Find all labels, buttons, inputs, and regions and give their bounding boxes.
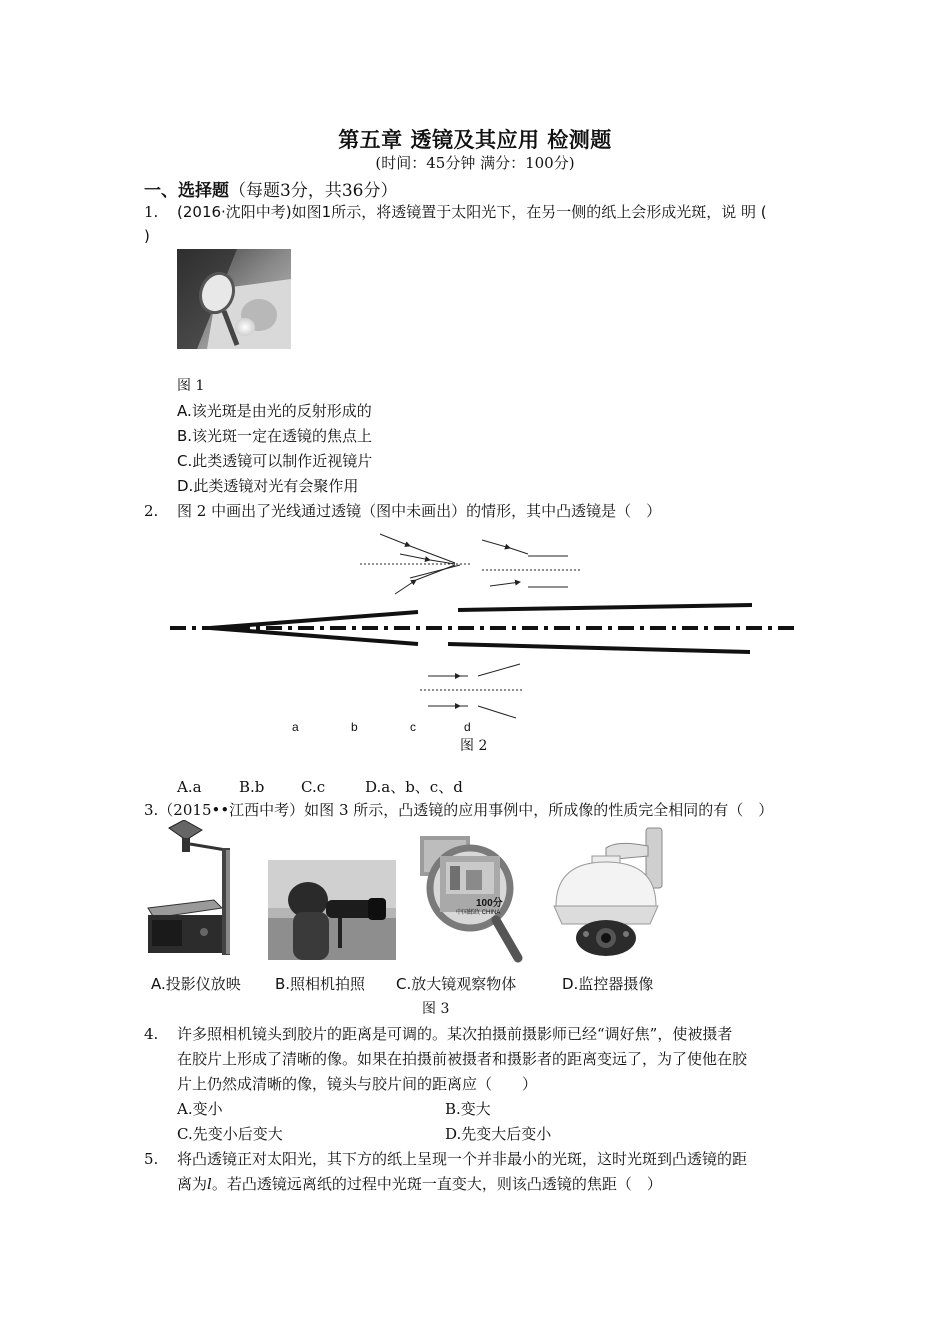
- q2-number: 2.: [144, 502, 159, 520]
- q3-caption-b: B.照相机拍照: [275, 975, 366, 993]
- stamp-sub: 中国邮政 CHINA: [456, 910, 501, 916]
- section-heading: [144, 176, 397, 201]
- q1-option-b: B.该光斑一定在透镜的焦点上: [177, 427, 373, 445]
- q2-option-c: C.c: [301, 778, 326, 796]
- q3-caption-d: D.监控器摄像: [562, 975, 654, 993]
- bar-lower: [448, 644, 750, 652]
- surveillance-camera-photo: [548, 826, 668, 958]
- section-note: （每题3分，共36分）: [229, 181, 398, 201]
- q5-line2: [177, 1172, 662, 1197]
- q1-option-c: C.此类透镜可以制作近视镜片: [177, 452, 373, 470]
- projector-photo: [144, 820, 244, 955]
- diagram-label-d: d: [464, 720, 471, 734]
- diagram-b-rays: [482, 540, 580, 587]
- q2-option-d: D.a、b、c、d: [365, 778, 463, 796]
- q3-caption-a: A.投影仪放映: [151, 975, 241, 993]
- bar-upper: [458, 605, 752, 610]
- q4-line2: 在胶片上形成了清晰的像。如果在拍摄前被摄者和摄影者的距离变远了，为了使他在胶: [177, 1050, 748, 1068]
- q1-text-line1: (2016·沈阳中考)如图1所示，将透镜置于太阳光下，在另一侧的纸上会形成光斑，说 明 (: [177, 203, 767, 221]
- q2-text: 图 2 中画出了光线通过透镜（图中未画出）的情形，其中凸透镜是（ ）: [177, 502, 662, 520]
- q3-text: 3.（2015••江西中考）如图 3 所示，凸透镜的应用事例中，所成像的性质完全相同的有（ ）: [144, 801, 774, 819]
- magnifier-photo: [177, 249, 291, 349]
- q5-number: 5.: [144, 1150, 159, 1168]
- q1-figure-caption: 图 1: [177, 378, 205, 394]
- q5-line2-pre: 离为: [177, 1175, 208, 1193]
- q3-figure-caption: 图 3: [422, 1001, 450, 1017]
- magnifier-stamp-photo: [420, 836, 532, 964]
- wedge-upper: [210, 612, 418, 628]
- q4-line3: 片上仍然成清晰的像，镜头与胶片间的距离应（ ）: [177, 1075, 538, 1093]
- q1-option-d: D.此类透镜对光有会聚作用: [177, 477, 359, 495]
- q2-figure-caption: 图 2: [460, 738, 488, 754]
- q4-option-c: C.先变小后变大: [177, 1125, 283, 1143]
- q1-text-line2: ): [144, 227, 150, 245]
- q1-option-a: A.该光斑是由光的反射形成的: [177, 402, 372, 420]
- camera-photo: [268, 860, 396, 960]
- diagram-label-a: a: [292, 720, 299, 734]
- wedge-lower: [210, 628, 418, 644]
- q4-option-a: A.变小: [177, 1100, 223, 1118]
- diagram-label-b: b: [351, 720, 358, 734]
- q5-line1: 将凸透镜正对太阳光，其下方的纸上呈现一个并非最小的光斑，这时光斑到凸透镜的距: [177, 1150, 748, 1168]
- q5-variable-l: l: [207, 1175, 212, 1193]
- light-ray-diagram: [160, 530, 810, 740]
- section-title: 一、选择题: [144, 181, 229, 201]
- q2-option-a: A.a: [177, 778, 202, 796]
- q1-number: 1.: [144, 203, 159, 221]
- diagram-label-c: c: [410, 720, 416, 734]
- q4-line1: 许多照相机镜头到胶片的距离是可调的。某次拍摄前摄影师已经“调好焦”，使被摄者: [177, 1025, 733, 1043]
- diagram-cd-rays: [420, 664, 522, 718]
- q2-option-b: B.b: [239, 778, 265, 796]
- q4-option-b: B.变大: [445, 1100, 491, 1118]
- diagram-a-rays: [360, 534, 470, 594]
- q4-option-d: D.先变大后变小: [445, 1125, 552, 1143]
- page-title: 第五章 透镜及其应用 检测题: [338, 127, 612, 152]
- stamp-value: 100分: [476, 898, 503, 909]
- page-subtitle: (时间：45分钟 满分：100分): [375, 154, 575, 172]
- q4-number: 4.: [144, 1025, 159, 1043]
- q5-line2-post: 。若凸透镜远离纸的过程中光斑一直变大，则该凸透镜的焦距（ ）: [211, 1175, 662, 1193]
- q3-caption-c: C.放大镜观察物体: [396, 975, 517, 993]
